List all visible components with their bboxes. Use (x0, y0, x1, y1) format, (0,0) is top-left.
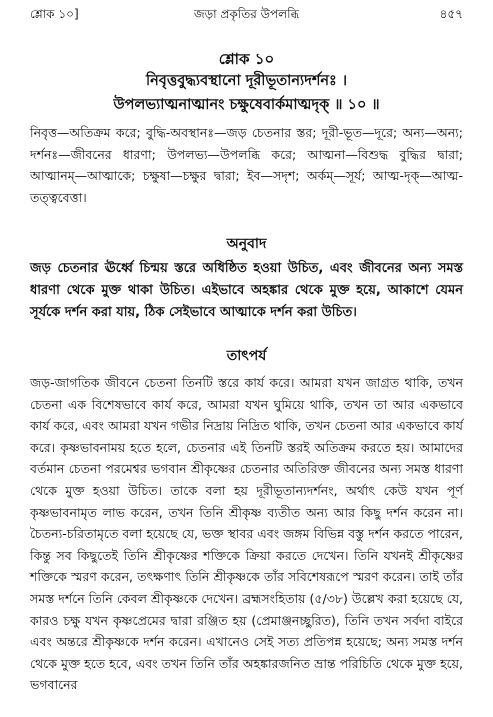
running-header (30, 6, 463, 24)
header-verse-ref: শ্লোক ১০] (30, 7, 79, 21)
verse-line-1: নিবৃত্তবুদ্ধ্যবস্থানো দূরীভূতান্যদর্শনঃ । (145, 73, 348, 89)
header-chapter-title: জড়া প্রকৃতির উপলব্ধি (193, 7, 300, 21)
purport-text: জড়-জাগতিক জীবনে চেতনা তিনটি স্তরে কার্য করে। আমরা যখন জাগ্রত থাকি, তখন চেতনা এক বিশেষভাবে কার্য করে, আমরা যখন ঘুমিয়ে থাকি, তখন তা আর একভাবে কার্য করে, এবং আমরা যখন গভীর নিদ্রায় নিদ্রিত থাকি, তখন চেতনা আর একভাবে কার্য করে। কৃষ্ণভাবনাময় হতে হলে, চেতনার এই তিনটি স্তরই অতিক্রম করতে হয়। আমাদের বর্তমান চেতনা পরমেশ্বর ভগবান শ্রীকৃষ্ণের চেতনার অতিরিক্ত জীবনের অন্য সমস্ত ধারণা থেকে মুক্ত হওয়া উচিত। তাকে বলা হয় দূরীভূতান্যদর্শনং, অর্থাৎ কেউ যখন পূর্ণ কৃষ্ণভাবনামৃত লাভ করেন, তখন তিনি শ্রীকৃষ্ণ ব্যতীত অন্য আর কিছু দর্শন করেন না। চৈতন্য-চরিতামৃতে বলা হয়েছে যে, ভক্ত স্থাবর এবং জঙ্গম বিভিন্ন বস্তু দর্শন করতে পারেন, কিন্তু সব কিছুতেই তিনি শ্রীকৃষ্ণের শক্তিকে ক্রিয়া করতে দেখেন। তিনি যখনই শ্রীকৃষ্ণের শক্তিকে স্মরণ করেন, তৎক্ষণাৎ তিনি শ্রীকৃষ্ণকে তাঁর সবিশেষরূপে স্মরণ করেন। তাই তাঁর সমস্ত দর্শনে তিনি কেবল শ্রীকৃষ্ণকে দেখেন। ব্রহ্মসংহিতায় (৫/৩৮) উল্লেখ করা হয়েছে যে, কারও চক্ষু যখন কৃষ্ণপ্রেমের দ্বারা রঞ্জিত হয় (প্রেমাঞ্জনচ্ছুরিত), তিনি তখন সর্বদা বাইরে এবং অন্তরে শ্রীকৃষ্ণকে দর্শন করেন। এখানেও সেই সত্য প্রতিপন্ন হয়েছে; অন্য সমস্ত দর্শন থেকে মুক্ত হতে হবে, এবং তখন তিনি তাঁর অহঙ্কারজনিত ভ্রান্ত পরিচিতি থেকে মুক্ত হয়ে, ভগবানের (30, 375, 463, 693)
word-for-word-synonyms: নিবৃত্ত—অতিক্রম করে; বুদ্ধি-অবস্থানঃ—জড় চেতনার স্তর; দূরী-ভূত—দূরে; অন্য—অন্য; দর্শনঃ—জীবনের ধারণা; উপলভ্য—উপলব্ধি করে; আত্মনা—বিশুদ্ধ বুদ্ধির দ্বারা; আত্মানম্—আত্মাকে; চক্ষুষা—চক্ষুর দ্বারা; ইব—সদৃশ; অর্কম্—সূর্য; আত্ম-দৃক্—আত্ম-তত্ত্ববেত্তা। (30, 125, 463, 205)
translation-heading: অনুবাদ (226, 236, 267, 252)
verse-line-2: উপলভ্যাত্মনাত্মানং চক্ষুষেবার্কমাত্মদৃক্ ॥ ১০ ॥ (113, 97, 380, 113)
purport-heading: তাৎপর্য (226, 348, 267, 364)
page-number: ৪৫৭ (439, 7, 463, 21)
verse-title: শ্লোক ১০ (218, 50, 275, 68)
translation-text: জড় চেতনার ঊর্ধ্বে চিন্ময় স্তরে অধিষ্ঠিত হওয়া উচিত, এবং জীবনের অন্য সমস্ত ধারণা থেকে মুক্ত থাকা উচিত। এইভাবে অহঙ্কার থেকে মুক্ত হয়ে, আকাশে যেমন সূর্যকে দর্শন করা যায়, ঠিক সেইভাবে আত্মাকে দর্শন করা উচিত। (30, 261, 463, 320)
